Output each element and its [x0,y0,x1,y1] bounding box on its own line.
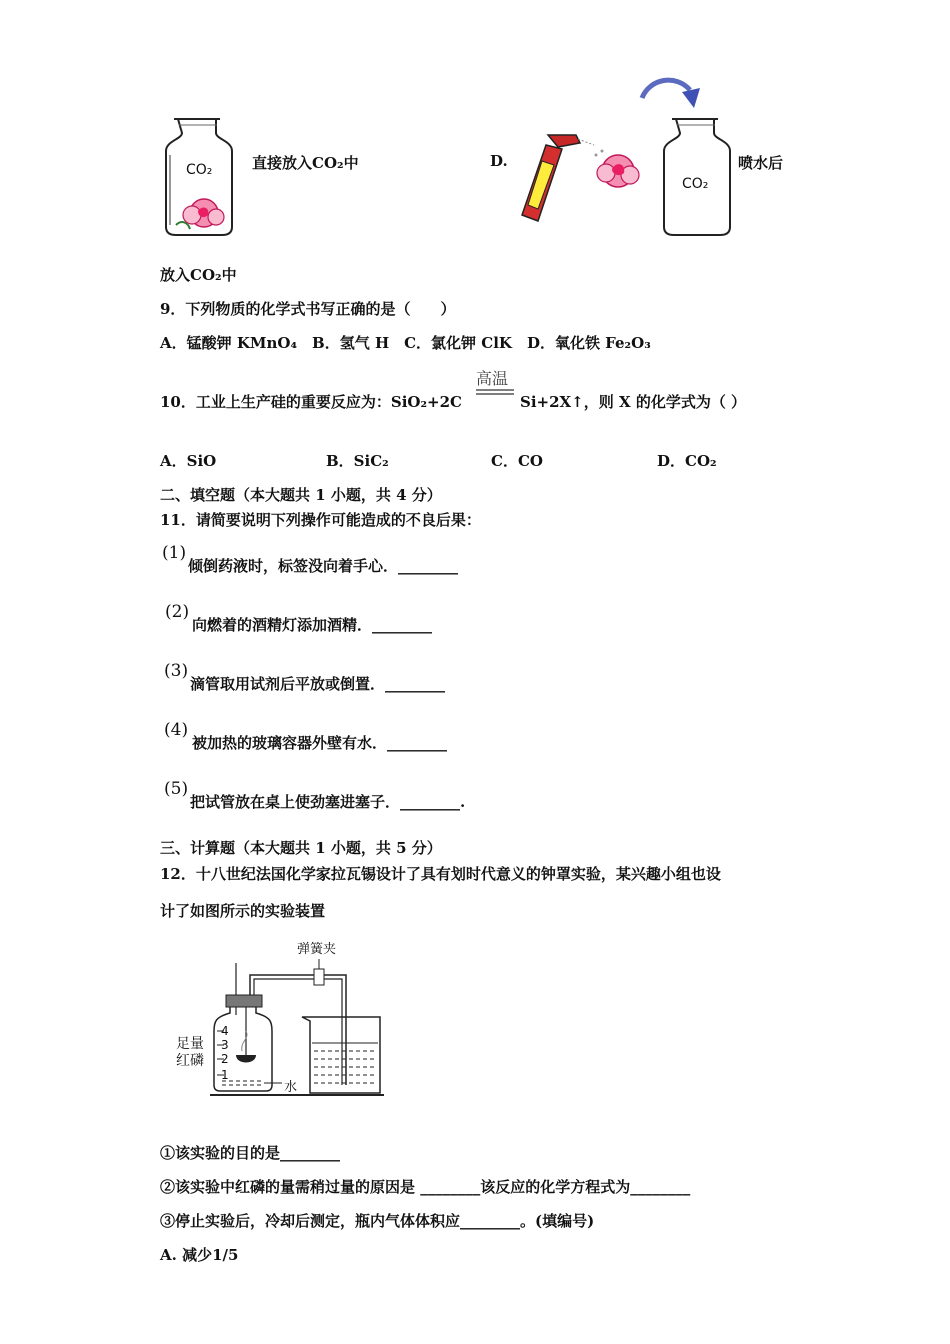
sub-question-3: ③停止实验后，冷却后测定，瓶内气体体积应________。(填编号) [160,1212,595,1230]
q10-stem-prefix: 10．工业上生产硅的重要反应为：SiO₂+2C [160,393,462,411]
spray-bottle-icon [518,125,598,225]
left-caption: 直接放入CO₂中 [252,154,359,172]
section3-heading: 三、计算题（本大题共 1 小题，共 5 分） [160,839,442,857]
q11-stem: 11．请简要说明下列操作可能造成的不良后果： [160,511,481,529]
q11-item-number: (1) [162,543,187,563]
q10-option-d[interactable]: D．CO₂ [657,452,717,470]
left-jar-label: CO₂ [186,162,213,178]
q9-stem: 9．下列物质的化学式书写正确的是（ ） [160,300,456,318]
q11-item-number: (5) [164,779,189,799]
clamp-label: 弹簧夹 [297,942,337,957]
water-label: 水 [284,1080,298,1095]
q11-item-text: 倾倒药液时，标签没向着手心．________ [188,557,459,575]
sub-question-1: ①该实验的目的是________ [160,1144,341,1162]
q10-option-a[interactable]: A．SiO [160,452,217,470]
reaction-equals-sign [476,388,514,396]
scale-mark: 4 [221,1024,229,1038]
q11-item-number: (4) [164,720,189,740]
sub-question-option-a[interactable]: A. 减少1/5 [160,1246,239,1264]
right-jar-label: CO₂ [682,176,709,192]
q10-option-c[interactable]: C．CO [491,452,543,470]
q11-item-text: 把试管放在桌上使劲塞进塞子．________. [190,793,466,811]
q11-item-text: 向燃着的酒精灯添加酒精．________ [192,616,433,634]
q11-item-text: 被加热的玻璃容器外壁有水．________ [192,734,448,752]
q10-stem-suffix: Si+2X↑，则 X 的化学式为（ ） [520,393,747,411]
scale-mark: 2 [221,1052,229,1066]
phosphorus-label-line2: 红磷 [176,1053,204,1069]
section2-heading: 二、填空题（本大题共 1 小题，共 4 分） [160,486,442,504]
q10-condition: 高温 [476,369,509,388]
right-caption: 喷水后 [738,154,784,172]
q10-option-b[interactable]: B．SiC₂ [326,452,389,470]
curved-arrow-icon [636,74,706,114]
q12-line1: 12．十八世纪法国化学家拉瓦锡设计了具有划时代意义的钟罩实验，某兴趣小组也设 [160,865,721,883]
q9-options: A．锰酸钾 KMnO₄ B．氢气 H C．氯化钾 ClK D．氧化铁 Fe₂O₃ [160,334,651,352]
q11-item-text: 滴管取用试剂后平放或倒置．________ [190,675,446,693]
sub-question-2: ②该实验中红磷的量需稍过量的原因是 ________该反应的化学方程式为________ [160,1178,691,1196]
q12-line2: 计了如图所示的实验装置 [160,902,326,920]
scale-mark: 1 [221,1068,229,1082]
continuation-text: 放入CO₂中 [160,266,237,284]
phosphorus-label-line1: 足量 [176,1036,204,1052]
q11-item-number: (3) [164,661,189,681]
q11-item-number: (2) [165,602,190,622]
scale-mark: 3 [221,1038,229,1052]
option-d-letter: D. [490,152,508,170]
rose-icon [588,145,648,195]
